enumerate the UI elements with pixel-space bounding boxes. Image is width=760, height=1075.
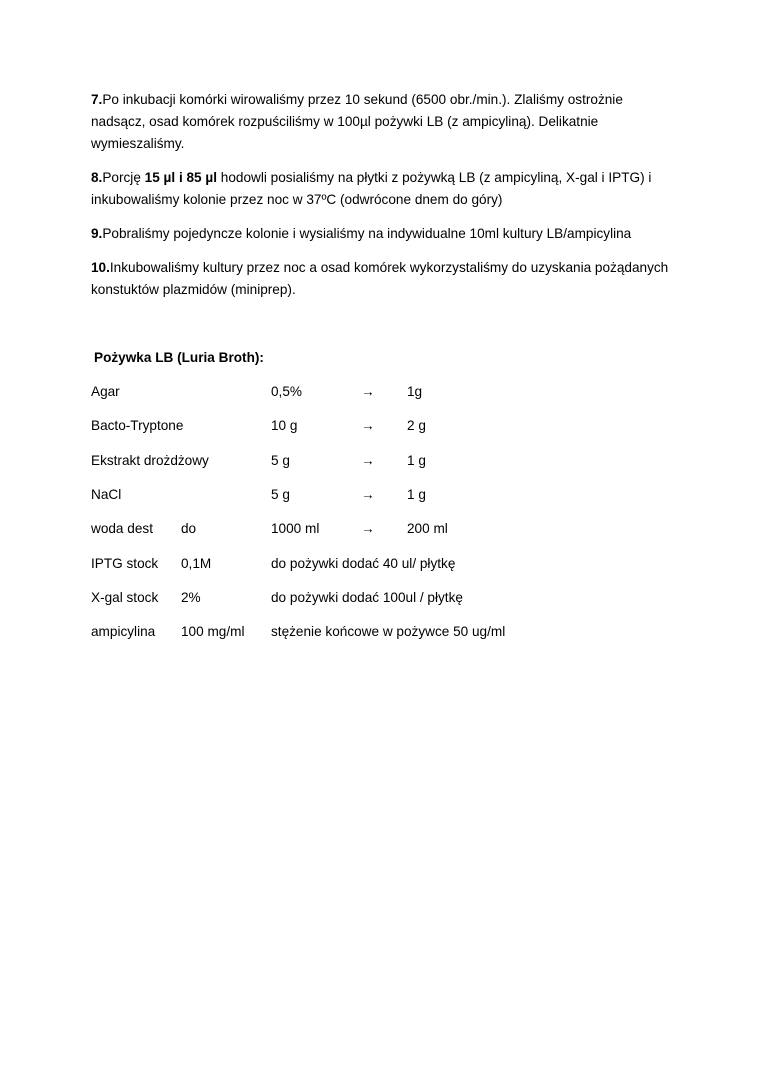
supplement-row [91, 553, 691, 575]
arrow-icon: → [361, 521, 375, 536]
ingredient-amount: 1 g [407, 453, 426, 468]
ingredient-name: NaCl [91, 487, 122, 502]
step-number: 9. [91, 226, 103, 241]
supplement-note: do pożywki dodać 100ul / płytkę [271, 590, 463, 605]
step-text: Pobraliśmy pojedyncze kolonie i wysialiśmy na indywidualne 10ml kultury LB/ampicylina [102, 226, 632, 241]
step-9 [91, 223, 691, 245]
step-bold-volumes: 15 µl i 85 µl [144, 170, 217, 185]
medium-title: Pożywka LB (Luria Broth): [94, 350, 264, 365]
ingredient-concentration: 5 g [271, 453, 290, 468]
ingredient-concentration: 0,5% [271, 384, 302, 399]
medium-row [91, 450, 691, 472]
ingredient-name: Ekstrakt drożdżowy [91, 453, 209, 468]
medium-row [91, 484, 691, 506]
ingredient-concentration: 10 g [271, 418, 298, 433]
step-10 [91, 257, 681, 301]
arrow-icon: → [361, 487, 375, 502]
ingredient-amount: 200 ml [407, 521, 448, 536]
supplement-concentration: 2% [181, 590, 201, 605]
medium-row [91, 415, 691, 437]
supplement-note: stężenie końcowe w pożywce 50 ug/ml [271, 624, 506, 639]
ingredient-amount: 1g [407, 384, 423, 399]
step-text: Po inkubacji komórki wirowaliśmy przez 10 sekund (6500 obr./min.). Zlaliśmy ostrożnie nadsącz, osad komórek rozpuściliśmy w 100µl pożywki LB (z ampicyliną). Delikatnie wymieszaliśmy. [91, 92, 623, 151]
step-7 [91, 89, 681, 155]
arrow-icon: → [361, 453, 375, 468]
supplement-concentration: 0,1M [181, 556, 212, 571]
step-text: Inkubowaliśmy kultury przez noc a osad komórek wykorzystaliśmy do uzyskania pożądanych konstuktów plazmidów (miniprep). [91, 260, 669, 297]
arrow-icon: → [361, 384, 375, 399]
ingredient-concentration: 5 g [271, 487, 290, 502]
ingredient-amount: 1 g [407, 487, 426, 502]
ingredient-amount: 2 g [407, 418, 426, 433]
step-text: Porcję [102, 170, 145, 185]
step-number: 7. [91, 92, 103, 107]
ingredient-name: Agar [91, 384, 120, 399]
supplement-row [91, 621, 691, 643]
ingredient-qualifier: do [181, 521, 197, 536]
supplement-name: X-gal stock [91, 590, 159, 605]
supplement-row [91, 587, 691, 609]
ingredient-name: woda dest [91, 521, 153, 536]
medium-row [91, 381, 691, 403]
supplement-concentration: 100 mg/ml [181, 624, 245, 639]
ingredient-concentration: 1000 ml [271, 521, 320, 536]
step-8 [91, 167, 681, 211]
supplement-name: IPTG stock [91, 556, 159, 571]
supplement-name: ampicylina [91, 624, 156, 639]
supplement-note: do pożywki dodać 40 ul/ płytkę [271, 556, 456, 571]
step-text: hodowli posialiśmy na płytki z pożywką LB (z ampicyliną, X-gal i IPTG) i inkubowaliśmy kolonie przez noc w 37ºC (odwrócone dnem do góry) [91, 170, 652, 207]
medium-row [91, 518, 691, 540]
step-number: 10. [91, 260, 110, 275]
arrow-icon: → [361, 418, 375, 433]
step-number: 8. [91, 170, 103, 185]
ingredient-name: Bacto-Tryptone [91, 418, 184, 433]
